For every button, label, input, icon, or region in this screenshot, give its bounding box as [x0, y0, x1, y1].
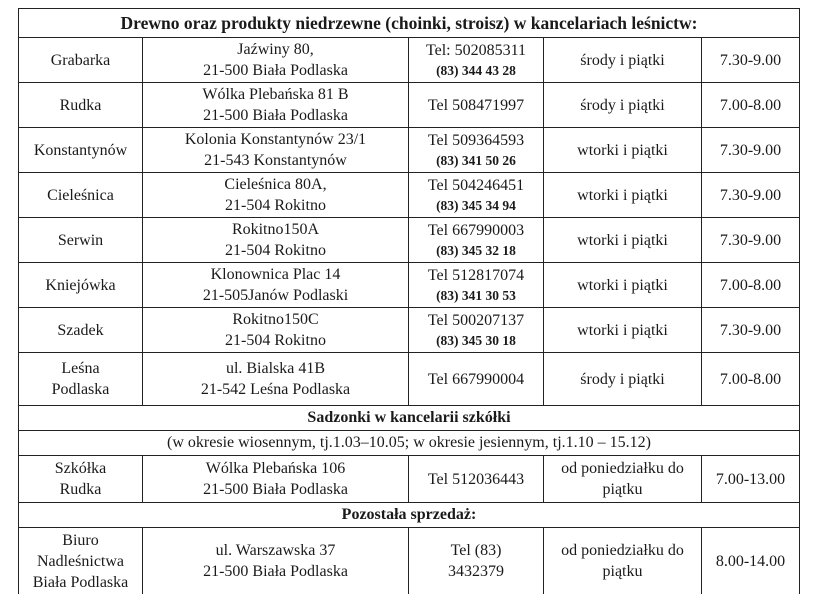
forestry-offices-rows — [19, 38, 799, 406]
office-name: Szkółka Rudka — [19, 456, 143, 502]
office-hours: 7.00-13.00 — [715, 470, 786, 488]
office-hours: 7.30-9.00 — [719, 51, 782, 69]
office-phone: Tel: 502085311 (83) 344 43 28 — [409, 38, 544, 82]
nursery-season-note: (w okresie wiosennym, tj.1.03–10.05; w okresie jesiennym, tj.1.10 – 15.12) — [19, 431, 799, 456]
office-days: środy i piątki — [544, 38, 702, 82]
office-phone: Tel 512817074 (83) 341 30 53 — [409, 263, 544, 307]
landline-number: (83) 345 30 18 — [436, 333, 516, 348]
table-row — [19, 308, 799, 353]
office-address: Rokitno150A 21-504 Rokitno — [143, 218, 409, 262]
office-name: Biuro Nadleśnictwa Biała Podlaska — [19, 528, 143, 594]
table-row — [19, 83, 799, 128]
office-name: Szadek — [19, 308, 143, 352]
office-phone: Tel (83) 3432379 — [409, 528, 544, 594]
office-phone: Tel 509364593 (83) 341 50 26 — [409, 128, 544, 172]
table-row — [19, 38, 799, 83]
table-row — [19, 528, 799, 594]
office-address: Rokitno150C 21-504 Rokitno — [143, 308, 409, 352]
office-days: wtorki i piątki — [544, 263, 702, 307]
office-hours: 7.30-9.00 — [719, 186, 782, 204]
office-hours: 8.00-14.00 — [715, 552, 786, 570]
office-address: ul. Warszawska 37 21-500 Biała Podlaska — [143, 528, 409, 594]
office-address: ul. Bialska 41B 21-542 Leśna Podlaska — [143, 353, 409, 405]
office-address: Klonownica Plac 14 21-505Janów Podlaski — [143, 263, 409, 307]
office-name: Grabarka — [19, 38, 143, 82]
office-phone: Tel 504246451 (83) 345 34 94 — [409, 173, 544, 217]
office-phone: Tel 667990004 — [409, 353, 544, 405]
schedule-table — [18, 8, 800, 594]
office-name: Konstantynów — [19, 128, 143, 172]
office-phone: Tel 667990003 (83) 345 32 18 — [409, 218, 544, 262]
office-days: wtorki i piątki — [544, 173, 702, 217]
table-row — [19, 263, 799, 308]
office-name: Leśna Podlaska — [19, 353, 143, 405]
office-hours: 7.00-8.00 — [719, 96, 782, 114]
table-row — [19, 456, 799, 503]
office-address: Wólka Plebańska 106 21-500 Biała Podlaska — [143, 456, 409, 502]
landline-number: (83) 344 43 28 — [436, 63, 516, 78]
landline-number: (83) 345 34 94 — [436, 198, 516, 213]
landline-number: (83) 345 32 18 — [436, 243, 516, 258]
office-address: Jaźwiny 80, 21-500 Biała Podlaska — [143, 38, 409, 82]
office-name: Serwin — [19, 218, 143, 262]
office-hours: 7.00-8.00 — [719, 276, 782, 294]
section-title-other-sales: Pozostała sprzedaż: — [19, 503, 799, 528]
office-name: Rudka — [19, 83, 143, 127]
office-address: Wólka Plebańska 81 B 21-500 Biała Podlaska — [143, 83, 409, 127]
office-name: Cieleśnica — [19, 173, 143, 217]
office-phone: Tel 512036443 — [409, 456, 544, 502]
office-days: środy i piątki — [544, 353, 702, 405]
office-address: Kolonia Konstantynów 23/1 21-543 Konstantynów — [143, 128, 409, 172]
table-row — [19, 173, 799, 218]
office-days: od poniedziałku do piątku — [544, 456, 702, 502]
table-row — [19, 218, 799, 263]
office-days: wtorki i piątki — [544, 218, 702, 262]
section-title-nursery: Sadzonki w kancelarii szkółki — [19, 406, 799, 431]
office-hours: 7.30-9.00 — [719, 141, 782, 159]
office-days: środy i piątki — [544, 83, 702, 127]
landline-number: (83) 341 50 26 — [436, 153, 516, 168]
office-name: Kniejówka — [19, 263, 143, 307]
office-days: od poniedziałku do piątku — [544, 528, 702, 594]
table-row — [19, 128, 799, 173]
table-row — [19, 353, 799, 406]
office-phone: Tel 508471997 — [409, 83, 544, 127]
office-hours: 7.30-9.00 — [719, 231, 782, 249]
landline-number: (83) 341 30 53 — [436, 288, 516, 303]
office-phone: Tel 500207137 (83) 345 30 18 — [409, 308, 544, 352]
office-hours: 7.00-8.00 — [719, 370, 782, 388]
office-hours: 7.30-9.00 — [719, 321, 782, 339]
office-days: wtorki i piątki — [544, 308, 702, 352]
section-title-forestry-offices: Drewno oraz produkty niedrzewne (choinki, stroisz) w kancelariach leśnictw: — [19, 9, 799, 38]
office-address: Cieleśnica 80A, 21-504 Rokitno — [143, 173, 409, 217]
office-days: wtorki i piątki — [544, 128, 702, 172]
